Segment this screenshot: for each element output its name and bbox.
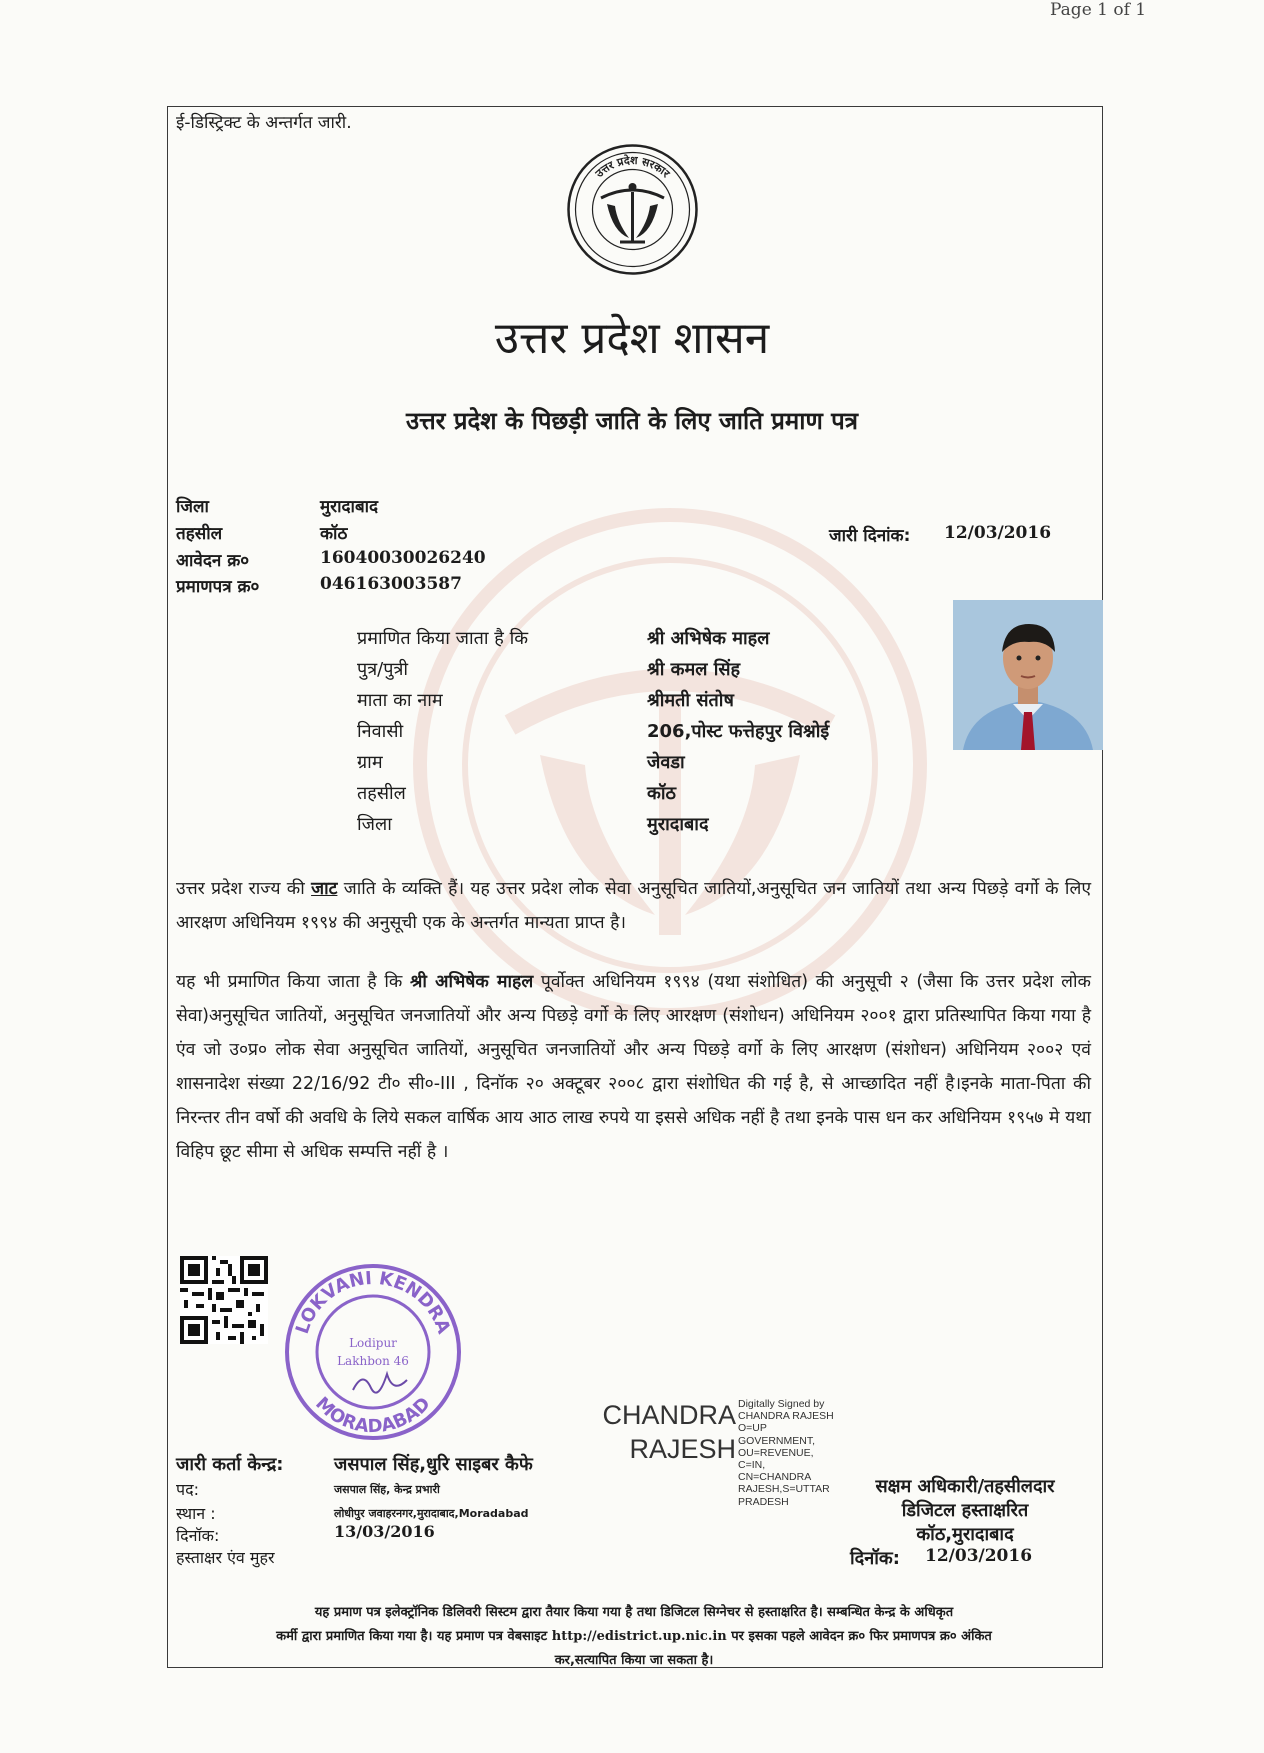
place-value: लोधीपुर जवाहरनगर,मुरादाबाद,Moradabad [334,1507,529,1520]
signature-detail-line: C=IN, [738,1459,766,1472]
eligibility-paragraph [176,965,1091,1169]
verification-url: http://edistrict.up.nic.in [551,1629,727,1644]
signature-detail-line: CN=CHANDRA [738,1471,812,1484]
applicant-name: श्री अभिषेक माहल [409,972,534,992]
detail-label: निवासी [357,721,404,742]
paragraph-text: पूर्वोक्त अधिनियम १९९४ (यथा संशोधित) की अनुसूची २ (जैसा कि उत्तर प्रदेश लोक सेवा)अनुसूचित जातियों, अनुसूचित जनजातियों और अन्य पिछड़े वर्गो के लिए आरक्षण (संशोधन) अधिनियम २००१ द्वारा प्रतिस्थापित किया गया है एंव जो उ०प्र० लोक सेवा अनुसूचित जातियों, अनुसूचित जनजातियों और अन्य पिछड़े वर्गो के लिए आरक्षण (संशोधन) अधिनियम २००२ एवं शासनादेश संख्या 22/16/92 टी० सी०-III , दिनॉक २० अक्टूबर २००८ द्वारा संशोधित की गई है, से आच्छादित नहीं है।इनके माता-पिता की निरन्तर तीन वर्षो की अवधि के लिये सकल वार्षिक आय आठ लाख रुपये या इससे अधिक नहीं है तथा इनके पास धन कर अधिनियम १९५७ मे यथा विहिप छूट सीमा से अधिक सम्पत्ति नहीं है । [176,972,1091,1162]
signature-detail-line: CHANDRA RAJESH [738,1410,834,1423]
application-no-label: आवेदन क्र० [176,551,250,571]
footer-line3: कर,सत्यापित किया जा सकता है। [554,1653,714,1668]
detail-row [357,812,947,843]
detail-value: श्री कमल सिंह [647,659,741,680]
place-label: स्थान : [176,1504,216,1523]
detail-label: तहसील [357,783,406,804]
page-title: उत्तर प्रदेश शासन [494,313,770,364]
detail-value: 206,पोस्ट फत्तेहपुर विश्नोई [647,721,830,742]
digital-signature-details [738,1398,834,1508]
caste-recognition-paragraph [176,872,1091,940]
up-government-emblem [565,142,700,281]
signature-detail-line: GOVERNMENT, [738,1434,816,1447]
footer-line2 [176,1625,1092,1649]
authority-line3: कॉठ,मुरादाबाद [916,1524,1014,1545]
stamp-line1: Lodipur [349,1336,397,1350]
signature-seal-label: हस्ताक्षर एंव मुहर [176,1548,275,1567]
digital-signer-name [584,1398,736,1466]
footer-text: कर्मी द्वारा प्रमाणित किया गया है। यह प्रमाण पत्र वेबसाइट [276,1629,552,1644]
issuing-center-value: जसपाल सिंह,धुरि साइबर कैफे [334,1454,533,1475]
details-block [357,626,947,843]
certificate-no-label: प्रमाणपत्र क्र० [176,577,260,597]
footer-line1: यह प्रमाण पत्र इलेक्ट्रॉनिक डिलिवरी सिस्टम द्वारा तैयार किया गया है तथा डिजिटल सिग्नेचर से हस्ताक्षरित है। सम्बन्धित केन्द्र के अधिकृत [314,1605,954,1620]
stamp-top-text: LOKVANI KENDRA [291,1267,455,1337]
signature-detail-line: O=UP [738,1422,767,1435]
detail-value: श्रीमती संतोष [647,690,734,711]
signature-detail-line: OU=REVENUE, [738,1446,814,1459]
authority-date-value: 12/03/2016 [925,1546,1033,1566]
issued-under-label: ई-डिस्ट्रिक्ट के अन्तर्गत जारी. [176,113,352,133]
certificate-footer-note [176,1601,1092,1673]
stamp-bottom-text: MORADABAD [311,1393,435,1438]
detail-value: जेवडा [647,752,685,773]
detail-value: कॉठ [647,783,676,804]
paragraph-text: उत्तर प्रदेश राज्य की [176,879,312,899]
post-label: पद: [176,1480,199,1499]
signature-detail-line: PRADESH [738,1495,789,1508]
competent-authority [830,1475,1100,1547]
authority-date-label: दिनॉक: [850,1548,900,1569]
detail-value: श्री अभिषेक माहल [647,628,770,649]
detail-row [357,657,947,688]
application-no-value: 16040030026240 [320,548,486,568]
detail-label: ग्राम [357,752,383,773]
certificate-subtitle: उत्तर प्रदेश के पिछड़ी जाति के लिए जाति प्रमाण पत्र [405,407,859,435]
certificate-no-value: 046163003587 [320,574,462,594]
lokvani-kendra-stamp [283,1262,463,1446]
emblem-text: उत्तर प्रदेश सरकार [592,153,673,181]
authority-line1: सक्षम अधिकारी/तहसीलदार [875,1476,1055,1497]
svg-text:MORADABAD [311,1393,434,1437]
applicant-photo [953,600,1103,750]
footer-text: पर इसका पहले आवेदन क्र० फिर प्रमाणपत्र क्र० अंकित [726,1629,992,1644]
svg-text:उत्तर प्रदेश सरकार [592,153,672,181]
district-label: जिला [176,497,209,517]
detail-label: जिला [357,814,392,835]
tehsil-label: तहसील [176,524,223,544]
detail-label: पुत्र/पुत्री [357,659,409,680]
detail-row [357,626,947,657]
svg-text:LOKVANI KENDRA [292,1268,454,1337]
authority-line2: डिजिटल हस्ताक्षरित [901,1500,1029,1521]
signer-name-line2: RAJESH [629,1434,736,1464]
detail-row [357,688,947,719]
detail-row [357,719,947,750]
detail-value: मुरादाबाद [647,814,709,835]
qr-code [180,1256,268,1344]
issuer-date-label: दिनॉक: [176,1526,220,1545]
detail-label: प्रमाणित किया जाता है कि [357,628,529,649]
issuer-date-value: 13/03/2016 [334,1522,435,1541]
issuing-center-label: जारी कर्ता केन्द्र: [176,1454,284,1475]
district-value: मुरादाबाद [320,497,379,517]
signature-detail-line: RAJESH,S=UTTAR [738,1483,830,1496]
detail-row [357,781,947,812]
paragraph-text: जाति के व्यक्ति हैं। यह उत्तर प्रदेश लोक सेवा अनुसूचित जातियों,अनुसूचित जन जातियों तथा अन्य पिछड़े वर्गो के लिए आरक्षण अधिनियम १९९४ की अनुसूची एक के अन्तर्गत मान्यता प्राप्त है। [176,879,1091,933]
post-value: जसपाल सिंह, केन्द्र प्रभारी [334,1483,440,1496]
issue-date-value: 12/03/2016 [944,523,1052,543]
detail-label: माता का नाम [357,690,443,711]
paragraph-text: यह भी प्रमाणित किया जाता है कि [176,972,410,992]
signature-detail-line: Digitally Signed by [738,1398,825,1410]
stamp-line2: Lakhbon 46 [337,1354,409,1368]
signer-name-line1: CHANDRA [602,1400,736,1430]
tehsil-value: कॉठ [320,524,348,544]
caste-name: जाट [311,879,338,899]
detail-row [357,750,947,781]
page-number: Page 1 of 1 [1050,0,1147,20]
issue-date-label: जारी दिनांक: [829,526,911,546]
